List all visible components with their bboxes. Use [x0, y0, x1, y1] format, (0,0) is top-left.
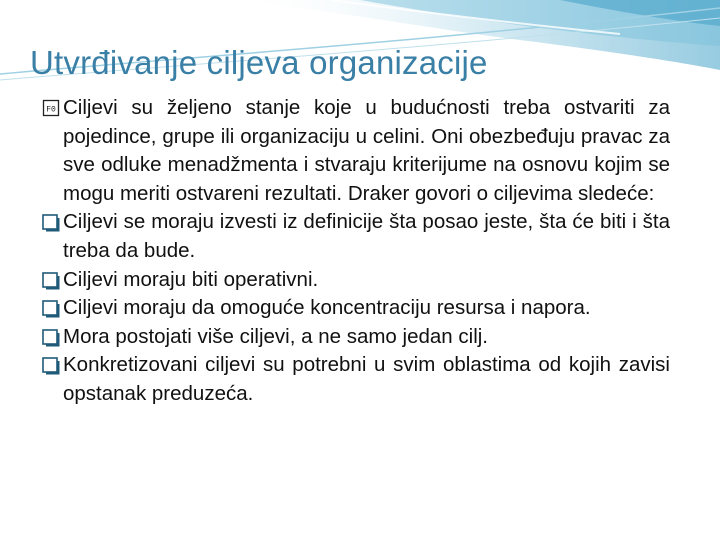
bullet-list [42, 94, 670, 409]
list-item-text: Mora postojati više ciljevi, a ne samo jedan cilj. [63, 324, 488, 348]
list-item [42, 294, 670, 323]
list-item-text: Ciljevi moraju biti operativni. [63, 267, 319, 291]
checkbox-bullet-icon [42, 329, 60, 347]
list-item [42, 323, 670, 352]
list-item [42, 266, 670, 295]
checkbox-bullet-icon [42, 214, 60, 232]
list-item [42, 94, 670, 208]
list-item-text: Ciljevi moraju da omoguće koncentraciju resursa i napora. [63, 296, 591, 320]
svg-text:F0: F0 [46, 105, 56, 115]
checkbox-bullet-icon [42, 300, 60, 318]
list-item-text: Ciljevi se moraju izvesti iz definicije šta posao jeste, šta će biti i šta treba da bude. [63, 210, 670, 262]
checkbox-bullet-icon [42, 357, 60, 375]
slide-title: Utvrđivanje ciljeva organizacije [30, 44, 488, 81]
list-item-text: Konkretizovani ciljevi su potrebni u svim oblastima od kojih zavisi opstanak preduzeća. [63, 353, 670, 405]
list-item [42, 351, 670, 408]
list-item-text: Ciljevi su željeno stanje koje u budućnosti treba ostvariti za pojedince, grupe ili organizaciju u celini. Oni obezbeđuju pravac za sve odluke menadžmenta i stvaraju kriterijume na osnovu kojim se mogu meriti ostvareni rezultati. Draker govori o ciljevima sledeće: [63, 96, 670, 205]
list-item [42, 208, 670, 265]
checkbox-bullet-icon [42, 272, 60, 290]
missing-glyph-icon [42, 99, 60, 117]
